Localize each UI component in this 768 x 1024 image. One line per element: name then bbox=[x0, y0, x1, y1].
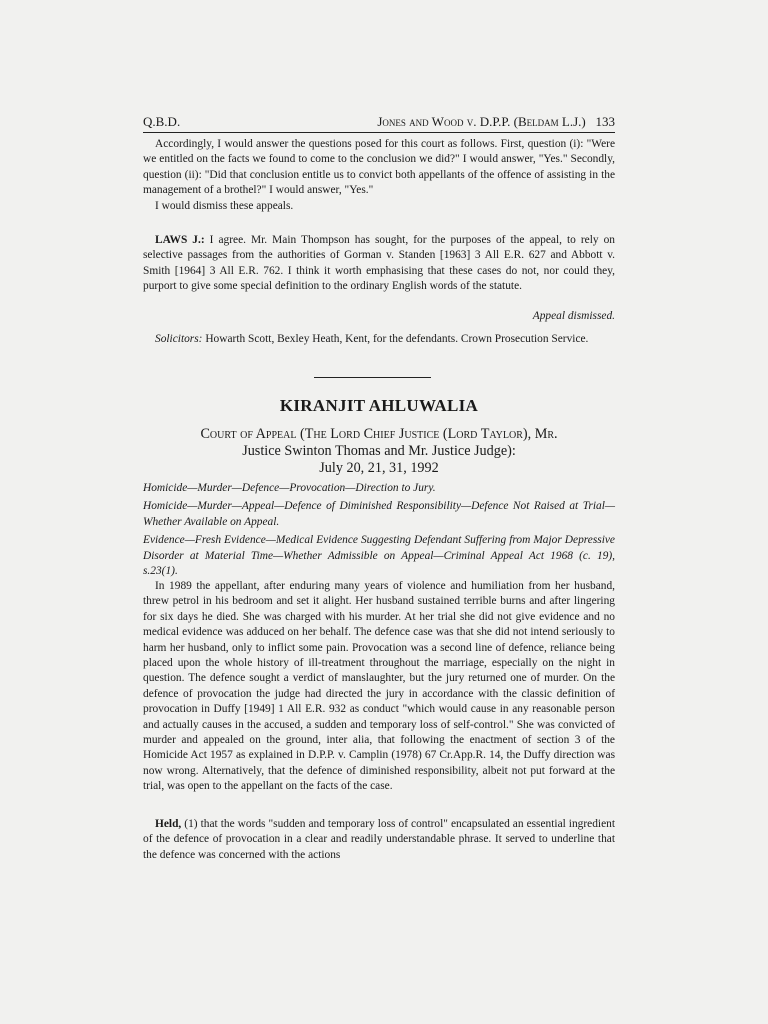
catchword: Evidence—Fresh Evidence—Medical Evidence Suggesting Defendant Suffering from Major Depressive Disorder at Material Time—Whether Admissible on Appeal—Criminal Appeal Act 1968 (c. 19), s.23(1). bbox=[143, 534, 615, 578]
summary-paragraph: In 1989 the appellant, after enduring many years of violence and humiliation from her husband, threw petrol in his bedroom and set it alight. Her husband sustained terrible burns and after lingering for six days he died. She was charged with his murder. At her trial she did not give evidence and no medical evidence was adduced on her behalf. The defence case was that she did not intend seriously to harm her husband, only to inflict some pain. Provocation was a second line of defence, reliance being placed upon the whole history of ill-treatment throughout the marriage, especially on the night in question. The defence sought a verdict of manslaughter, but the jury returned one of murder. On the defence of provocation the judge had directed the jury in accordance with the classic definition of provocation in Duffy [1949] 1 All E.R. 932 as conduct "which would cause in any reasonable person and actually causes in the accused, a sudden and temporary loss of self-control." She was convicted of murder and appealed on the ground, inter alia, that following the enactment of section 3 of the Homicide Act 1957 as explained in D.P.P. v. Camplin (1978) 67 Cr.App.R. 14, the Duffy direction was now wrong. Alternatively, that the defence of diminished responsibility, albeit not put forward at the trial, was open to the appellant on the facts of the case. bbox=[143, 580, 615, 793]
laws-opinion bbox=[143, 233, 615, 295]
case-summary bbox=[143, 579, 615, 795]
held-block bbox=[143, 817, 615, 863]
held-text: (1) that the words "sudden and temporary loss of control" encapsulated an essential ingredient of the defence of provocation in a clear and readily understandable phrase. It served to underline that the defence was concerned with the actions bbox=[143, 818, 615, 861]
judgment-paragraph: I would dismiss these appeals. bbox=[155, 199, 294, 212]
catchword: Homicide—Murder—Appeal—Defence of Diminished Responsibility—Defence Not Raised at Trial—Whether Available on Appeal. bbox=[143, 500, 615, 528]
court-line: Justice Swinton Thomas and Mr. Justice Judge): bbox=[242, 443, 516, 459]
laws-opinion-text: I agree. Mr. Main Thompson has sought, for the purposes of the appeal, to rely on selective passages from the authorities of Gorman v. Standen [1963] 3 All E.R. 627 and Abbott v. Smith [1964] 3 All E.R. 762. I think it worth emphasising that these cases do not, nor could they, purport to give some special definition to the ordinary English words of the statute. bbox=[143, 234, 615, 293]
solicitors-label: Solicitors: bbox=[155, 333, 203, 345]
held-label: Held, bbox=[155, 818, 182, 830]
disposition: Appeal dismissed. bbox=[532, 310, 615, 322]
judgment-conclusion bbox=[143, 137, 615, 214]
catchword: Homicide—Murder—Defence—Provocation—Direction to Jury. bbox=[143, 482, 436, 494]
judgment-paragraph: Accordingly, I would answer the questions posed for this court as follows. First, question (i): "Were we entitled on the facts we found to come to the conclusion we did?" I would answer, "Yes." Secondly, question (ii): "Did that conclusion entitle us to convict both appellants of the offence of assisting in the management of a brothel?" I would answer, "Yes." bbox=[143, 138, 615, 197]
disposition-block bbox=[143, 309, 615, 324]
hearing-dates: July 20, 21, 31, 1992 bbox=[319, 460, 439, 476]
section-divider bbox=[314, 377, 431, 378]
court-details bbox=[143, 426, 615, 477]
solicitors-block bbox=[143, 332, 615, 347]
running-head-case-name: Jones and Wood v. D.P.P. (Beldam L.J.) bbox=[377, 114, 586, 129]
solicitors-text: Howarth Scott, Bexley Heath, Kent, for the defendants. Crown Prosecution Service. bbox=[205, 333, 589, 345]
case-title: KIRANJIT AHLUWALIA bbox=[279, 396, 479, 415]
running-head bbox=[143, 112, 615, 133]
judge-name: LAWS J.: bbox=[155, 234, 205, 246]
report-series-label: Q.B.D. bbox=[143, 114, 181, 129]
court-line: Court of Appeal (The Lord Chief Justice (Lord Taylor), Mr. bbox=[200, 426, 558, 442]
page-number: 133 bbox=[595, 114, 615, 129]
catchwords bbox=[143, 481, 615, 582]
